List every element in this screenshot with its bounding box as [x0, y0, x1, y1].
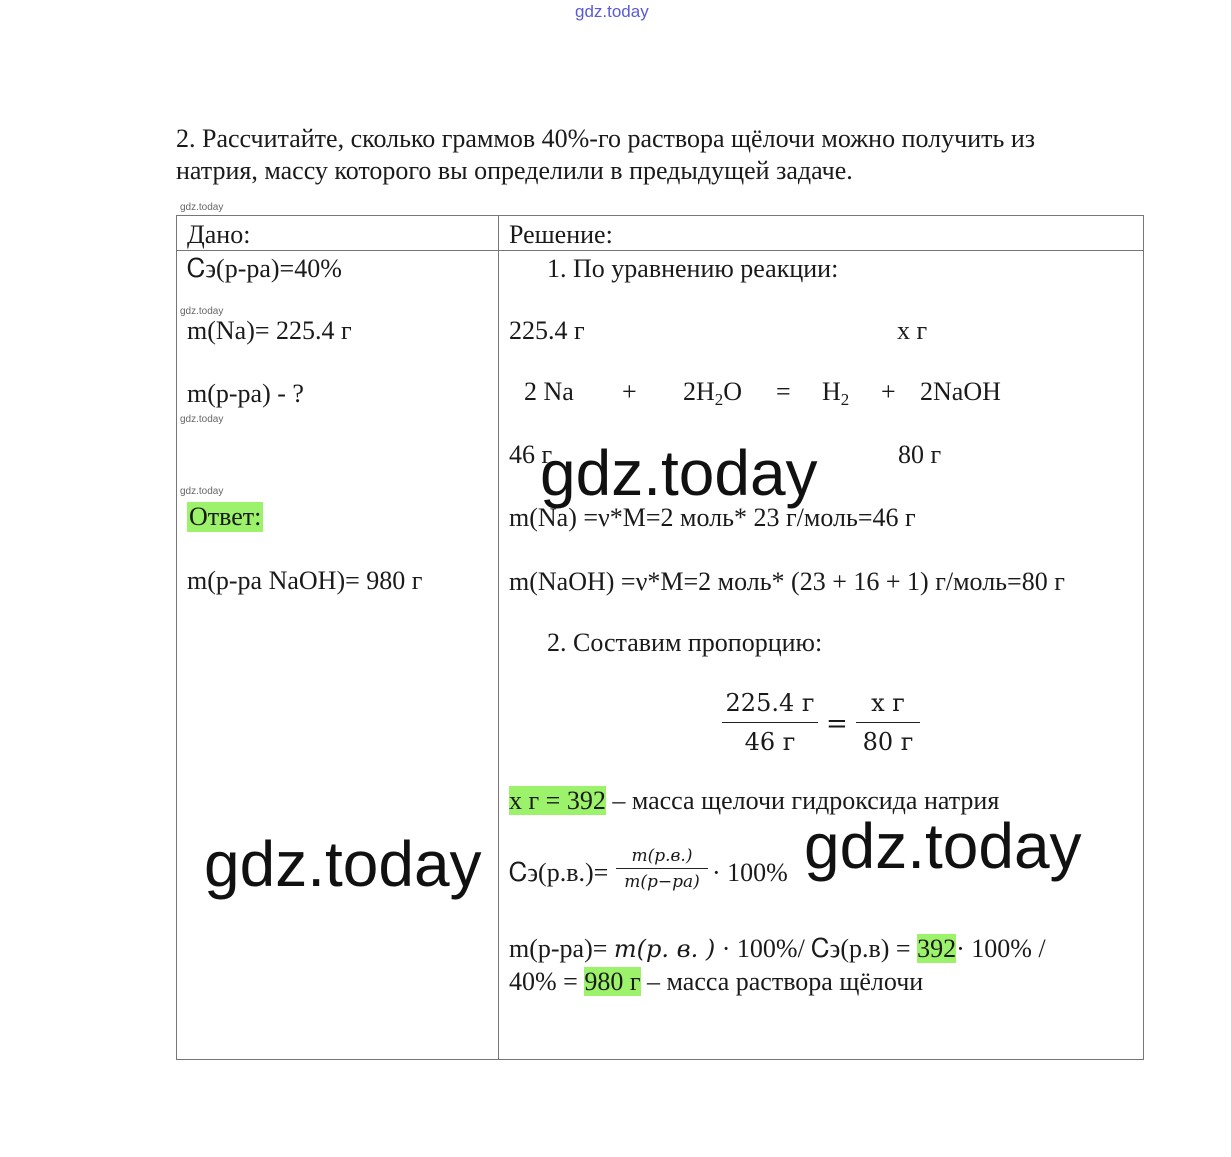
task-line-2: натрия, массу которого вы определили в предыдущей задаче.	[176, 156, 853, 185]
prop-denominator-2: 80 г	[862, 728, 914, 756]
given-mass-fraction: Ꮯ϶(р-ра)=40%	[187, 254, 342, 283]
result-x-highlight: х г = 392	[509, 786, 606, 815]
task-line-1: 2. Рассчитайте, сколько граммов 40%-го раствора щёлочи можно получить из	[176, 124, 1036, 153]
solution-mass-line-1: m(р-ра)= m(р. в. ) · 100%/ Ꮯ϶(р.в) = 392· 100% /	[509, 934, 1046, 963]
given-unknown: m(р-ра) - ?	[187, 379, 304, 408]
eq-water: $2H_2O$	[683, 377, 743, 410]
step-2: 2. Составим пропорцию:	[547, 628, 823, 657]
eq-equals: =	[776, 377, 791, 406]
watermark-small: gdz.today	[180, 202, 224, 213]
prop-denominator-1: 46 г	[744, 728, 796, 756]
prop-numerator-1: 225.4 г	[725, 689, 815, 717]
watermark-small: gdz.today	[180, 306, 224, 317]
formula-lhs: Ꮯ϶(р.в.)=	[509, 858, 609, 887]
molar-mass-naoh: m(NaOH) =ν*M=2 моль* (23 + 16 + 1) г/моль=80 г	[509, 567, 1065, 596]
result-x-line: х г = 392 – масса щелочи гидроксида натрия	[509, 786, 1000, 815]
below-naoh: 80 г	[898, 440, 942, 469]
watermark-small: gdz.today	[180, 486, 224, 497]
formula-rhs: · 100%	[712, 858, 788, 887]
answer-value: m(р-ра NaOH)= 980 г	[187, 566, 423, 595]
above-naoh: х г	[897, 316, 928, 345]
eq-plus: +	[881, 377, 896, 406]
given-header: Дано:	[187, 220, 251, 249]
above-na: 225.4 г	[509, 316, 585, 345]
eq-hydrogen: $H_2$	[822, 377, 850, 410]
prop-equals: =	[826, 709, 848, 739]
value-392-highlight: 392	[917, 934, 957, 963]
watermark-big: gdz.today	[540, 437, 818, 509]
watermark-big: gdz.today	[204, 828, 482, 900]
eq-na: 2 Na	[524, 377, 574, 406]
solution-mass-line-2: 40% = 980 г – масса раствора щёлочи	[509, 967, 924, 996]
answer-label: Ответ:	[189, 502, 262, 531]
eq-plus: +	[622, 377, 637, 406]
watermark-top: gdz.today	[575, 2, 649, 21]
watermark-small: gdz.today	[180, 414, 224, 425]
watermark-big: gdz.today	[804, 810, 1082, 882]
step-1: 1. По уравнению реакции:	[547, 254, 839, 283]
result-980-highlight: 980 г	[584, 967, 641, 996]
given-mass-na: m(Na)= 225.4 г	[187, 316, 352, 345]
below-na: 46 г	[509, 440, 553, 469]
eq-naoh: 2NaOH	[920, 377, 1001, 406]
solution-header: Решение:	[509, 220, 613, 249]
molar-mass-na: m(Na) =ν*M=2 моль* 23 г/моль=46 г	[509, 503, 916, 532]
prop-numerator-2: х г	[871, 689, 905, 717]
formula-numerator: m(р.в.)	[631, 846, 693, 866]
formula-denominator: m(р−ра)	[624, 872, 700, 892]
